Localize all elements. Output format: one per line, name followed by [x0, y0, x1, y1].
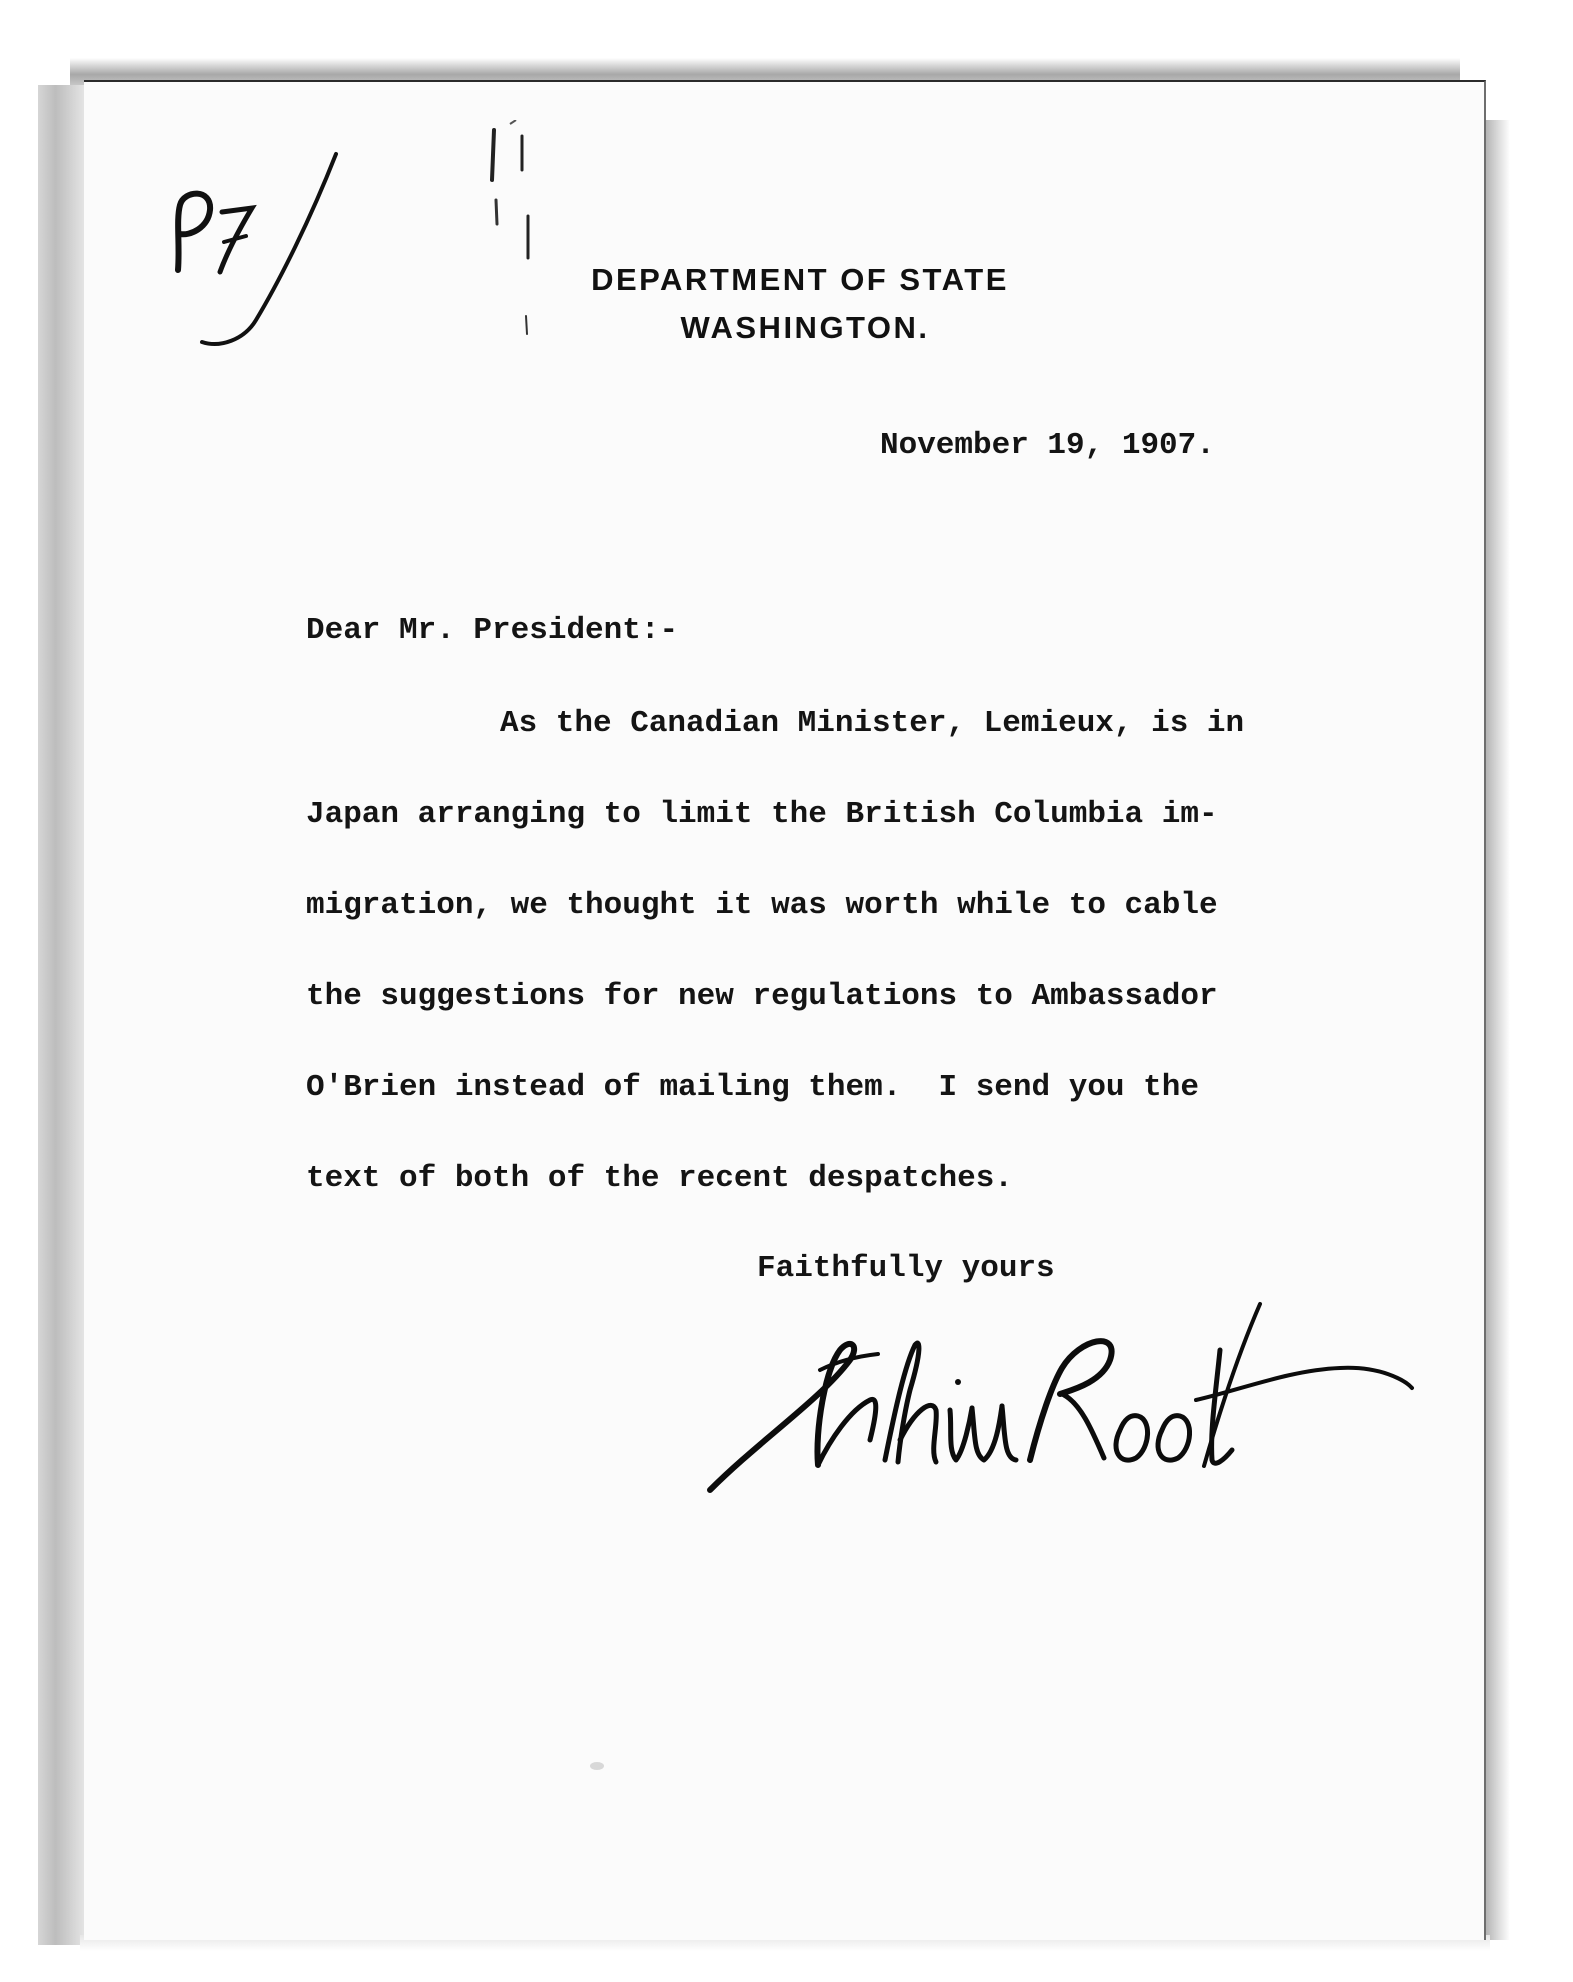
body-line: As the Canadian Minister, Lemieux, is in [500, 706, 1245, 741]
letter-date: November 19, 1907. [880, 428, 1215, 463]
letterhead-department: DEPARTMENT OF STATE [591, 262, 1009, 297]
letter-salutation: Dear Mr. President:- [306, 613, 679, 648]
letterhead [540, 256, 1060, 352]
handwritten-annotation-mark [160, 150, 360, 370]
body-line: the suggestions for new regulations to Ambassador [306, 979, 1218, 1014]
letterhead-city: WASHINGTON. [680, 310, 930, 345]
body-line: text of both of the recent despatches. [306, 1161, 1013, 1196]
paper-speck [590, 1762, 604, 1770]
letter-closing: Faithfully yours [757, 1251, 1055, 1286]
letter-body [306, 700, 1366, 1246]
body-line: Japan arranging to limit the British Columbia im- [306, 797, 1218, 832]
body-line: migration, we thought it was worth while to cable [306, 888, 1218, 923]
scan-shadow-left [38, 85, 88, 1945]
handwritten-signature [700, 1290, 1420, 1510]
body-line: O'Brien instead of mailing them. I send you the [306, 1070, 1199, 1105]
